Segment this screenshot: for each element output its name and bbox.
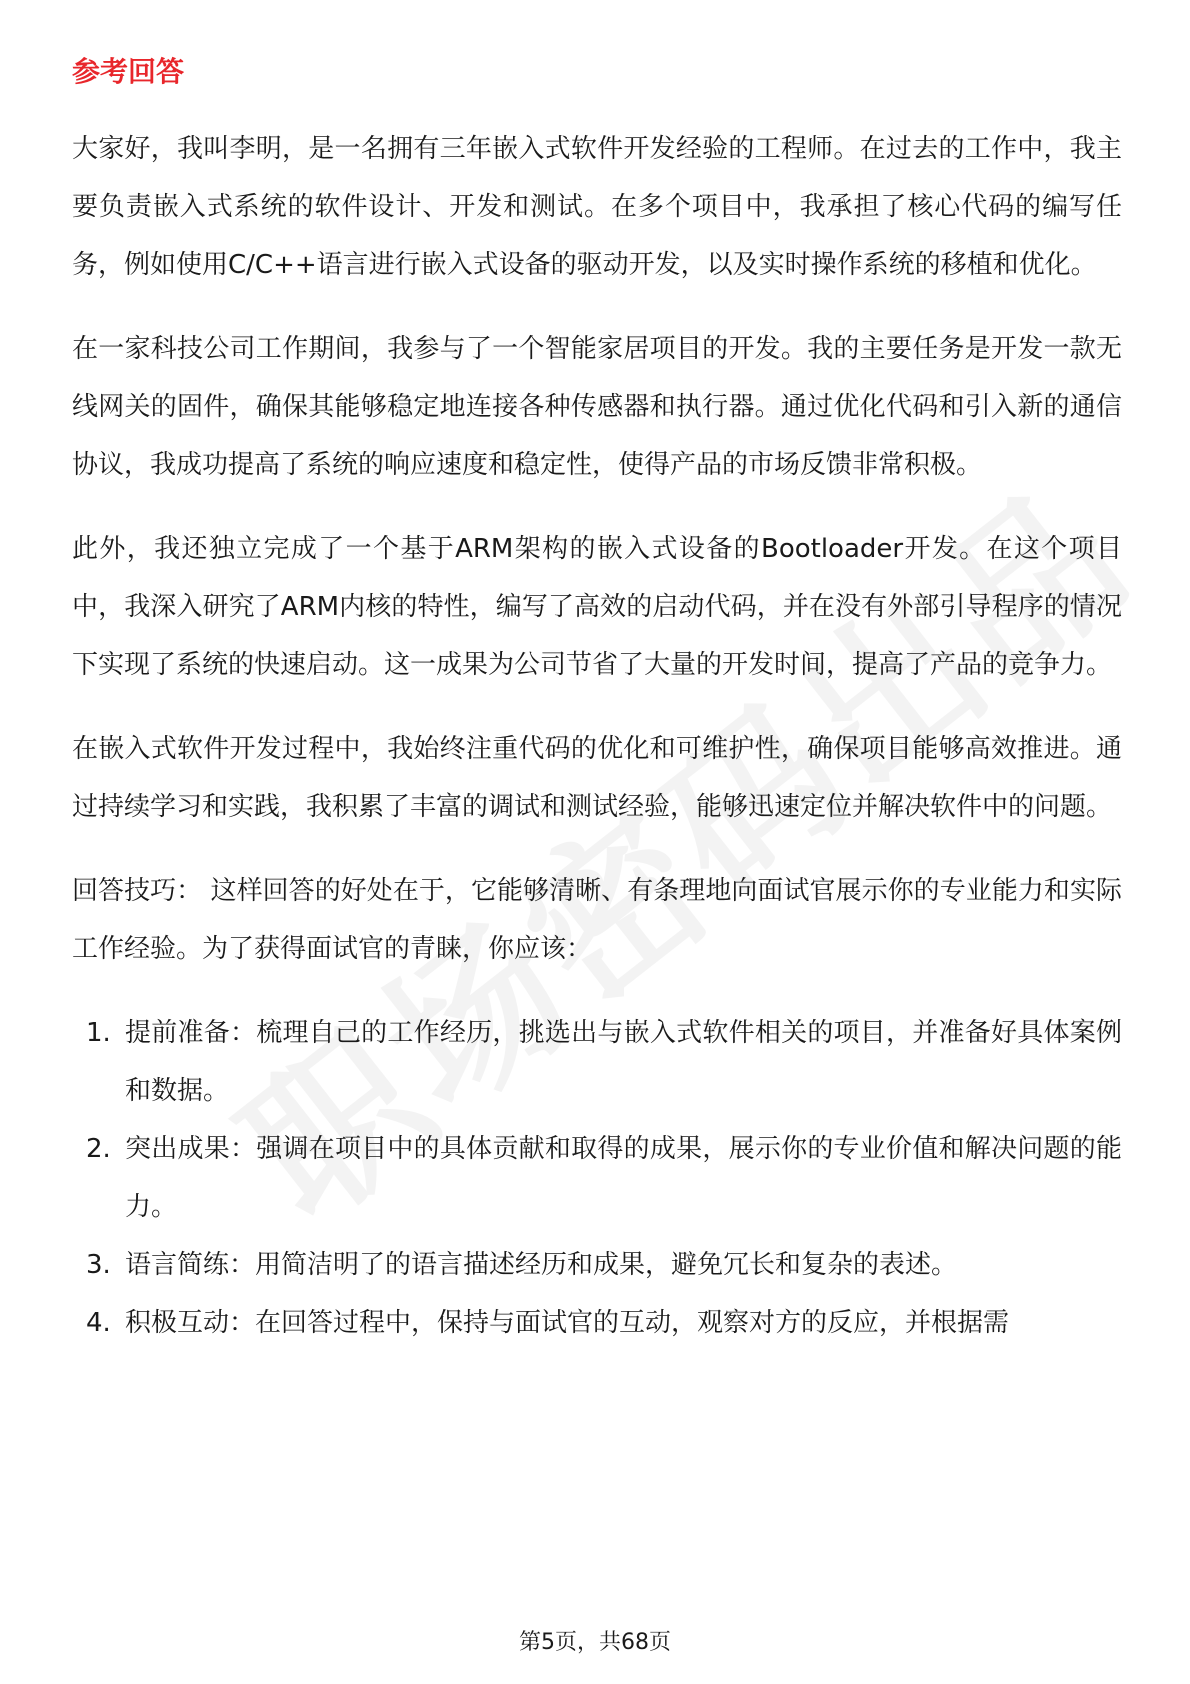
paragraph-summary: 在嵌入式软件开发过程中，我始终注重代码的优化和可维护性，确保项目能够高效推进。通过持续学习和实践，我积累了丰富的调试和测试经验，能够迅速定位并解决软件中的问题。	[72, 734, 1122, 822]
list-item-text: 提前准备：梳理自己的工作经历，挑选出与嵌入式软件相关的项目，并准备好具体案例和数据。	[125, 1018, 1122, 1106]
section-heading: 参考回答	[72, 55, 185, 88]
list-item	[72, 1294, 1122, 1352]
list-item	[72, 1004, 1122, 1120]
page-number: 第5页，共68页	[519, 1630, 671, 1655]
answer-body	[72, 120, 1122, 1352]
list-item-text: 语言简练：用简洁明了的语言描述经历和成果，避免冗长和复杂的表述。	[125, 1250, 958, 1280]
list-item-text: 突出成果：强调在项目中的具体贡献和取得的成果，展示你的专业价值和解决问题的能力。	[125, 1134, 1122, 1222]
tips-list	[72, 1004, 1122, 1352]
list-item-text: 积极互动：在回答过程中，保持与面试官的互动，观察对方的反应，并根据需	[125, 1308, 1010, 1338]
list-item-number: 2.	[86, 1134, 111, 1164]
list-item-number: 4.	[86, 1308, 111, 1338]
paragraph-smart-home: 在一家科技公司工作期间，我参与了一个智能家居项目的开发。我的主要任务是开发一款无线网关的固件，确保其能够稳定地连接各种传感器和执行器。通过优化代码和引入新的通信协议，我成功提高了系统的响应速度和稳定性，使得产品的市场反馈非常积极。	[72, 334, 1122, 480]
list-item	[72, 1120, 1122, 1236]
list-item-number: 3.	[86, 1250, 111, 1280]
list-item-number: 1.	[86, 1018, 111, 1048]
paragraph-intro: 大家好，我叫李明，是一名拥有三年嵌入式软件开发经验的工程师。在过去的工作中，我主要负责嵌入式系统的软件设计、开发和测试。在多个项目中，我承担了核心代码的编写任务，例如使用C/C++语言进行嵌入式设备的驱动开发，以及实时操作系统的移植和优化。	[72, 134, 1122, 280]
list-item	[72, 1236, 1122, 1294]
paragraph-tips-intro: 回答技巧： 这样回答的好处在于，它能够清晰、有条理地向面试官展示你的专业能力和实际工作经验。为了获得面试官的青睐，你应该：	[72, 876, 1122, 964]
paragraph-bootloader: 此外，我还独立完成了一个基于ARM架构的嵌入式设备的Bootloader开发。在这个项目中，我深入研究了ARM内核的特性，编写了高效的启动代码，并在没有外部引导程序的情况下实现了系统的快速启动。这一成果为公司节省了大量的开发时间，提高了产品的竞争力。	[72, 534, 1122, 680]
